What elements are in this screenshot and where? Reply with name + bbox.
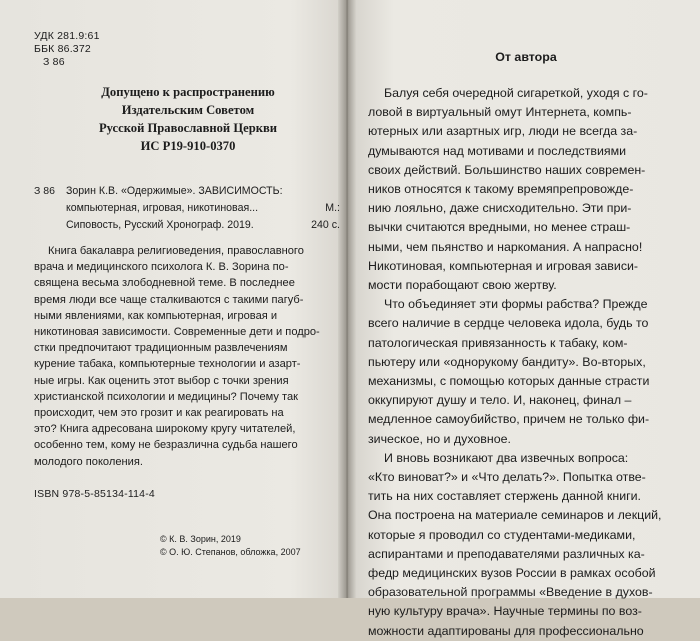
body-line: федр медицинских вузов России в рамках особой [368, 566, 656, 581]
annotation-line: молодого поколения. [34, 455, 143, 468]
body-line: механизмы, с помощью которых данные страсти [368, 374, 650, 389]
body-line: образовательной программы «Введение в духов- [368, 585, 653, 600]
body-line: Она построена на материале семинаров и лекций, [368, 508, 662, 523]
body-line: аспирантами и преподавателями различных ка- [368, 546, 645, 561]
bib-author-mark: З 86 [34, 185, 55, 197]
body-line: вычки считаются вредными, но менее страш- [368, 220, 631, 235]
body-line: которые я проводил со студентами-медиками, [368, 527, 636, 542]
bib-line-text: Зорин К.В. «Одержимые». ЗАВИСИМОСТЬ: [66, 185, 283, 197]
body-line: всего наличие в сердце человека идола, будь то [368, 316, 649, 331]
annotation-line: время люди все чаще сталкиваются с такими пагуб- [34, 293, 304, 306]
annotation-line: курение табака, компьютерные технологии и азарт- [34, 358, 301, 371]
section-title: От автора [495, 50, 557, 64]
approval-line: Допущено к распространению [101, 85, 275, 99]
publishing-approval [40, 83, 336, 155]
annotation-line: стки предпочитают традиционным развлечениям [34, 342, 288, 355]
body-line: ловой в виртуальный омут Интернета, компь- [368, 105, 632, 120]
body-line: патологическая привязанность к табаку, ком- [368, 335, 628, 350]
preface-text [368, 84, 692, 641]
annotation-line: никотиновая зависимости. Современные дети и подро- [34, 326, 320, 339]
annotation-line: происходит, чем это грозит и как реагировать на [34, 407, 284, 420]
body-line: медленное самоубийство, причем не только фи- [368, 412, 650, 427]
book-gutter [338, 0, 356, 598]
bib-line-text: компьютерная, игровая, никотиновая... [66, 202, 259, 214]
body-line: можности адаптированы для профессионально [368, 623, 644, 638]
annotation-line: особенно тем, кому не безразлична судьба нашего [34, 439, 298, 452]
annotation-line: это? Книга адресована широкому кругу читателей, [34, 423, 296, 436]
body-line: Что объединяет эти формы рабства? Прежде [384, 297, 648, 312]
copyright-line: © О. Ю. Степанов, обложка, 2007 [160, 546, 301, 557]
copyright-line: © К. В. Зорин, 2019 [160, 534, 241, 544]
body-line: ютерных или азартных игр, люди не всегда за- [368, 124, 638, 139]
body-line: ную культуру врача». Научные термины по воз- [368, 604, 642, 619]
bib-line-right: М.: [325, 202, 340, 214]
annotation-line: ные игры. Как оценить этот выбор с точки зрения [34, 374, 289, 387]
annotation-line: ными явлениями, как компьютерная, игровая и [34, 309, 278, 322]
body-line: ников относятся к такому времяпрепровожде- [368, 182, 634, 197]
body-line: пьютеру или «однорукому бандиту». Во-вторых, [368, 354, 646, 369]
body-line: мости порабощают свою жертву. [368, 278, 557, 293]
bib-line-right: 240 с. [311, 219, 340, 231]
copyright-block [160, 533, 301, 558]
body-line: Никотиновая, компьютерная и игровая зависи- [368, 258, 639, 273]
approval-line: Русской Православной Церкви [98, 121, 278, 135]
body-line: зическое, но и духовное. [368, 431, 511, 446]
bibliographic-record [66, 183, 340, 234]
annotation-line: врача и медицинского психолога К. В. Зорина по- [34, 261, 289, 274]
isbn: ISBN 978-5-85134-114-4 [34, 488, 155, 500]
body-line: Балуя себя очередной сигареткой, уходя с го- [384, 86, 648, 100]
book-annotation [34, 243, 340, 470]
body-line: оккупируют душу и тело. И, наконец, финал – [368, 393, 632, 408]
body-line: своих действий. Большинство наших современ- [368, 162, 646, 177]
annotation-line: священа весьма злободневной теме. В последнее [34, 277, 295, 290]
approval-number: ИС Р19-910-0370 [140, 139, 236, 153]
approval-line: Издательским Советом [121, 103, 255, 117]
bib-line [66, 183, 340, 200]
catalog-codes [34, 30, 100, 69]
body-line: ными, чем пьянство и наркомания. А напрасно! [368, 239, 643, 254]
author-mark: З 86 [43, 56, 65, 68]
annotation-line: христианской психологии и медицины? Почему так [34, 390, 299, 403]
udk-code: УДК 281.9:61 [34, 30, 100, 42]
bib-line [66, 217, 340, 234]
bib-line [66, 200, 340, 217]
bib-line-text: Сиповость, Русский Хронограф. 2019. [66, 219, 254, 231]
bbk-code: ББК 86.372 [34, 43, 91, 55]
body-line: «Кто виноват?» и «Что делать?». Попытка отве- [368, 470, 646, 485]
body-line: думываются над мотивами и последствиями [368, 143, 627, 158]
annotation-line: Книга бакалавра религиоведения, православного [48, 245, 304, 257]
body-line: тить на них составляет стержень данной книги. [368, 489, 641, 504]
body-line: И вновь возникают два извечных вопроса: [384, 450, 629, 465]
body-line: нию лояльно, даже снисходительно. Эти при- [368, 201, 632, 216]
